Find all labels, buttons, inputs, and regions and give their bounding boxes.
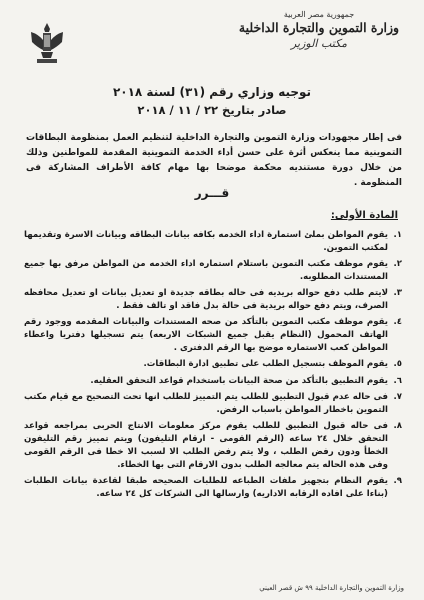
procedure-list [24,229,402,504]
item-number: ٧. [393,391,402,402]
intro-paragraph: فى إطار مجهودات وزارة التموين والتجارة الداخلية لتنظيم العمل بمنظومة البطاقات التموينية مما ينعكس أثرة على حسن أداء الخدمة التموينية المقدمة للمواطنين وذلك من خلال دورة مستنديه محكمة موضحا بها مهام كافة الأطراف المشاركة فى المنظومة . [26,133,402,188]
item-number: ٢. [393,259,402,270]
country-name: جمهورية مصر العربية [283,10,355,19]
item-number: ٥. [393,359,402,370]
footer-address: وزارة التموين والتجارة الداخلية ٩٩ ش قصر العيني [259,584,404,592]
list-item [24,475,402,501]
item-text: يقوم النظام بتجهيز ملفات الطباعه للطلبات الصحيحه طبقا لقاعدة بيانات الطلبات (بناءا على افاده الرقابه الاداريه) وارسالها الى الشركات كل ٢٤ ساعه. [24,475,388,499]
ministry-letterhead [234,10,404,50]
item-number: ٩. [393,475,402,486]
item-number: ٦. [393,375,402,386]
ministry-name: وزارة التموين والتجارة الداخلية [238,20,400,35]
title-block [0,85,424,117]
list-item [24,229,402,255]
item-number: ٨. [393,420,402,431]
office-name: مكتب الوزير [290,37,348,50]
list-item [24,391,402,417]
item-text: يقوم موظف مكتب التموين بالتأكد من صحه المستندات والبيانات المقدمه ووجود رقم الهاتف المحمول (النظام يقبل جميع الشبكات الاربعه) يتم تسجيلها دفتريا واعطاء المواطن كعب الاستماره موضح بها الرقم الدفترى . [24,317,388,354]
item-text: يقوم المواطن بملئ استمارة اداء الخدمه بكافه بيانات البطاقه وبيانات الاسرة وتقديمها لمكتب التموين. [24,230,388,253]
list-item [24,258,402,284]
item-number: ٣. [393,288,402,299]
article-heading: المادة الأولى: [330,210,398,221]
list-item [24,358,402,371]
item-text: يقوم موظف مكتب التموين باستلام استماره اداء الخدمه من المواطن مرفق بها جميع المستندات المطلوبه. [24,259,388,283]
decision-heading: قـــرر [194,186,230,200]
list-item [24,420,402,472]
item-text: فى حاله عدم قبول التطبيق للطلب يتم التمييز للطلب انها تحت التصحيح مع قيام مكتب التموين باخطار المواطن باسباب الرفض. [24,391,388,415]
item-text: يقوم الموظف بتسجيل الطلب على تطبيق ادارة البطاقات. [143,359,388,370]
list-item [24,375,402,388]
directive-title: توجيه وزاري رقم (٣١) لسنة ٢٠١٨ [112,85,312,99]
list-item [24,287,402,313]
item-number: ٤. [393,317,402,328]
list-item [24,316,402,355]
eagle-emblem-icon [28,20,66,66]
item-text: لايتم طلب دفع حواله بريديه فى حاله بطاقه جديدة او تعديل بيانات او تعديل محافظه الصرف، ويتم دفع حواله بريدية فى حالة بدل فاقد او تالف فقط . [24,288,388,312]
item-number: ١. [393,230,402,240]
issue-date: صادر بتاريخ ٢٢ / ١١ / ٢٠١٨ [137,103,287,117]
item-text: فى حاله قبول التطبيق للطلب يقوم مركز معلومات الانتاج الحربى بمراجعه قواعد التحقق خلال ٢٤ ساعه (الرقم القومى - ارقام التليفون) ويتم تمييز رقم التليفون الخطأ ودون رفض الطلب ، ولا يتم رفض الطلب الا لسبب الا خطا فى الرقم القومى وفى هذه الحاله يتم معالجه الطلب بدون الارقام التى بها الخطاء. [24,420,388,470]
item-text: يقوم التطبيق بالتأكد من صحة البيانات باستخدام قواعد التحقق العقليه. [90,375,388,386]
